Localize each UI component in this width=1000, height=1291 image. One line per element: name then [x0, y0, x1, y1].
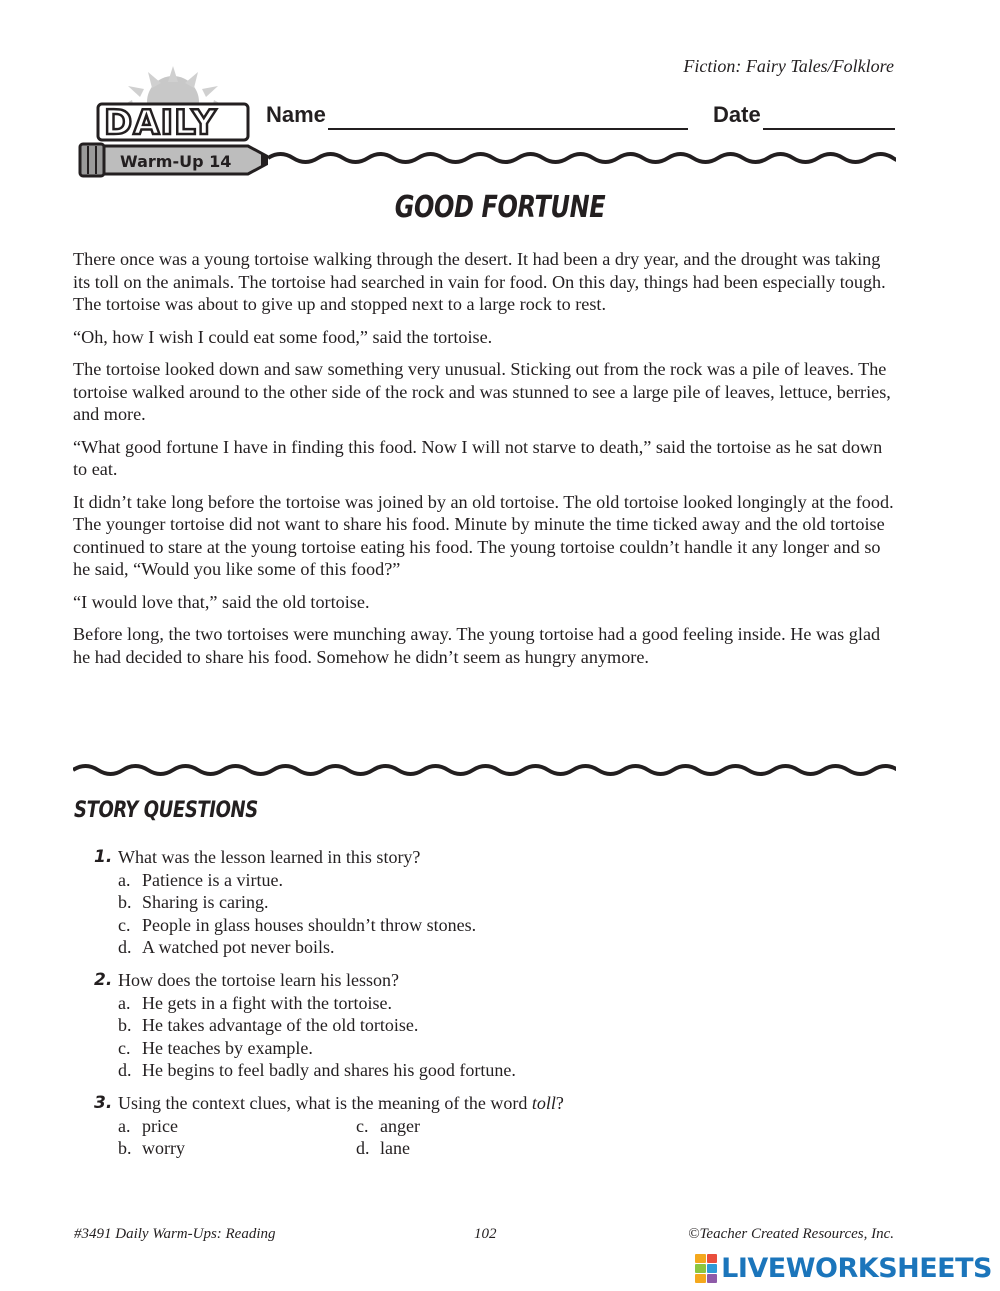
- story-paragraph: “Oh, how I wish I could eat some food,” said the tortoise.: [73, 326, 493, 347]
- option-letter: d.: [356, 1138, 370, 1159]
- option-text: He gets in a fight with the tortoise.: [142, 992, 392, 1013]
- category-label: Fiction: Fairy Tales/Folklore: [683, 56, 894, 76]
- question-text-end: ?: [555, 1092, 564, 1113]
- option-letter: a.: [118, 1115, 131, 1136]
- footer-book-title: #3491 Daily Warm-Ups: Reading: [74, 1226, 276, 1242]
- answer-option[interactable]: [118, 891, 892, 914]
- footer-page-number: 102: [474, 1226, 497, 1242]
- option-text: He takes advantage of the old tortoise.: [142, 1015, 419, 1036]
- question-number: 3.: [94, 1092, 113, 1113]
- name-date-fields: [266, 100, 896, 140]
- answer-option[interactable]: [118, 869, 892, 892]
- question-number: 1.: [94, 847, 113, 867]
- questions-list: [92, 846, 892, 1170]
- answer-option[interactable]: [118, 914, 892, 937]
- option-text: Patience is a virtue.: [142, 869, 283, 890]
- question-3: [92, 1092, 892, 1160]
- warmup-number: Warm-Up 14: [120, 152, 232, 171]
- answer-option[interactable]: [118, 936, 892, 959]
- liveworksheets-brand-text: LIVEWORKSHEETS: [721, 1253, 992, 1284]
- option-text: People in glass houses shouldn’t throw stones.: [142, 914, 477, 935]
- answer-option[interactable]: [118, 1137, 356, 1160]
- question-2: [92, 969, 892, 1082]
- option-letter: a.: [118, 869, 131, 890]
- pencil-icon: [80, 103, 268, 176]
- answer-option[interactable]: [118, 1037, 892, 1060]
- answer-option[interactable]: [118, 992, 892, 1015]
- story-paragraph: Before long, the two tortoises were munching away. The young tortoise had a good feeling inside. He was glad he had decided to share his food. Somehow he didn’t seem as hungry anymore.: [73, 624, 881, 667]
- story-paragraph: There once was a young tortoise walking through the desert. It had been a dry year, and the drought was taking its toll on the animals. The tortoise had searched in vain for food. On this day, things had been especially tough. The tortoise was about to give up and stopped next to a large rock to rest.: [73, 249, 886, 314]
- section-wave-divider: [73, 758, 896, 782]
- question-keyword: toll: [531, 1092, 556, 1113]
- date-input-line[interactable]: [763, 128, 895, 130]
- option-text: He teaches by example.: [142, 1037, 313, 1058]
- answer-option[interactable]: [118, 1059, 892, 1082]
- story-paragraph: The tortoise looked down and saw something very unusual. Sticking out from the rock was a pile of leaves. The tortoise walked around to the other side of the rock and was stunned to see a large pile of leaves, lettuce, berries, and more.: [73, 359, 891, 424]
- story-paragraph: “I would love that,” said the old tortoise.: [73, 591, 370, 612]
- option-text: He begins to feel badly and shares his good fortune.: [142, 1060, 516, 1081]
- story-paragraph: It didn’t take long before the tortoise was joined by an old tortoise. The old tortoise looked longingly at the food. The younger tortoise did not want to share his food. Minute by minute the time ticked away and the old tortoise continued to stare at the young tortoise eating his food. The young tortoise couldn’t handle it any longer and so he said, “Would you like some of this food?”: [73, 491, 894, 579]
- option-letter: b.: [118, 892, 132, 913]
- option-letter: b.: [118, 1015, 132, 1036]
- liveworksheets-brand[interactable]: [695, 1253, 992, 1284]
- option-letter: d.: [118, 1060, 132, 1081]
- question-text: Using the context clues, what is the meaning of the word: [118, 1092, 532, 1113]
- name-label: Name: [266, 102, 326, 127]
- option-text: A watched pot never boils.: [142, 937, 335, 958]
- story-paragraph: “What good fortune I have in finding this food. Now I will not starve to death,” said the tortoise as he sat down to eat.: [73, 436, 883, 479]
- date-label: Date: [713, 102, 761, 127]
- daily-warmup-logo: [78, 64, 268, 184]
- option-letter: d.: [118, 937, 132, 958]
- option-text: Sharing is caring.: [142, 892, 269, 913]
- answer-option[interactable]: [118, 1014, 892, 1037]
- story-title: GOOD FORTUNE: [394, 190, 606, 225]
- option-text: anger: [380, 1115, 420, 1136]
- name-input-line[interactable]: [328, 128, 688, 130]
- daily-logo-text: DAILY: [104, 103, 218, 143]
- answer-option[interactable]: [356, 1115, 556, 1138]
- option-text: price: [142, 1115, 178, 1136]
- liveworksheets-logo-icon: [695, 1254, 717, 1284]
- question-text: What was the lesson learned in this story?: [118, 847, 421, 867]
- option-letter: c.: [118, 914, 131, 935]
- option-text: lane: [380, 1138, 410, 1159]
- story-text: [73, 248, 895, 678]
- footer-copyright: ©Teacher Created Resources, Inc.: [688, 1226, 894, 1242]
- option-letter: a.: [118, 992, 131, 1013]
- question-1: [92, 846, 892, 959]
- header-wave-divider: [268, 146, 896, 170]
- answer-option[interactable]: [356, 1137, 556, 1160]
- question-text: How does the tortoise learn his lesson?: [118, 969, 399, 990]
- option-letter: b.: [118, 1138, 132, 1159]
- option-letter: c.: [356, 1115, 369, 1136]
- option-letter: c.: [118, 1037, 131, 1058]
- option-text: worry: [142, 1138, 185, 1159]
- question-number: 2.: [94, 969, 113, 990]
- answer-option[interactable]: [118, 1115, 356, 1138]
- story-questions-heading: STORY QUESTIONS: [74, 798, 258, 823]
